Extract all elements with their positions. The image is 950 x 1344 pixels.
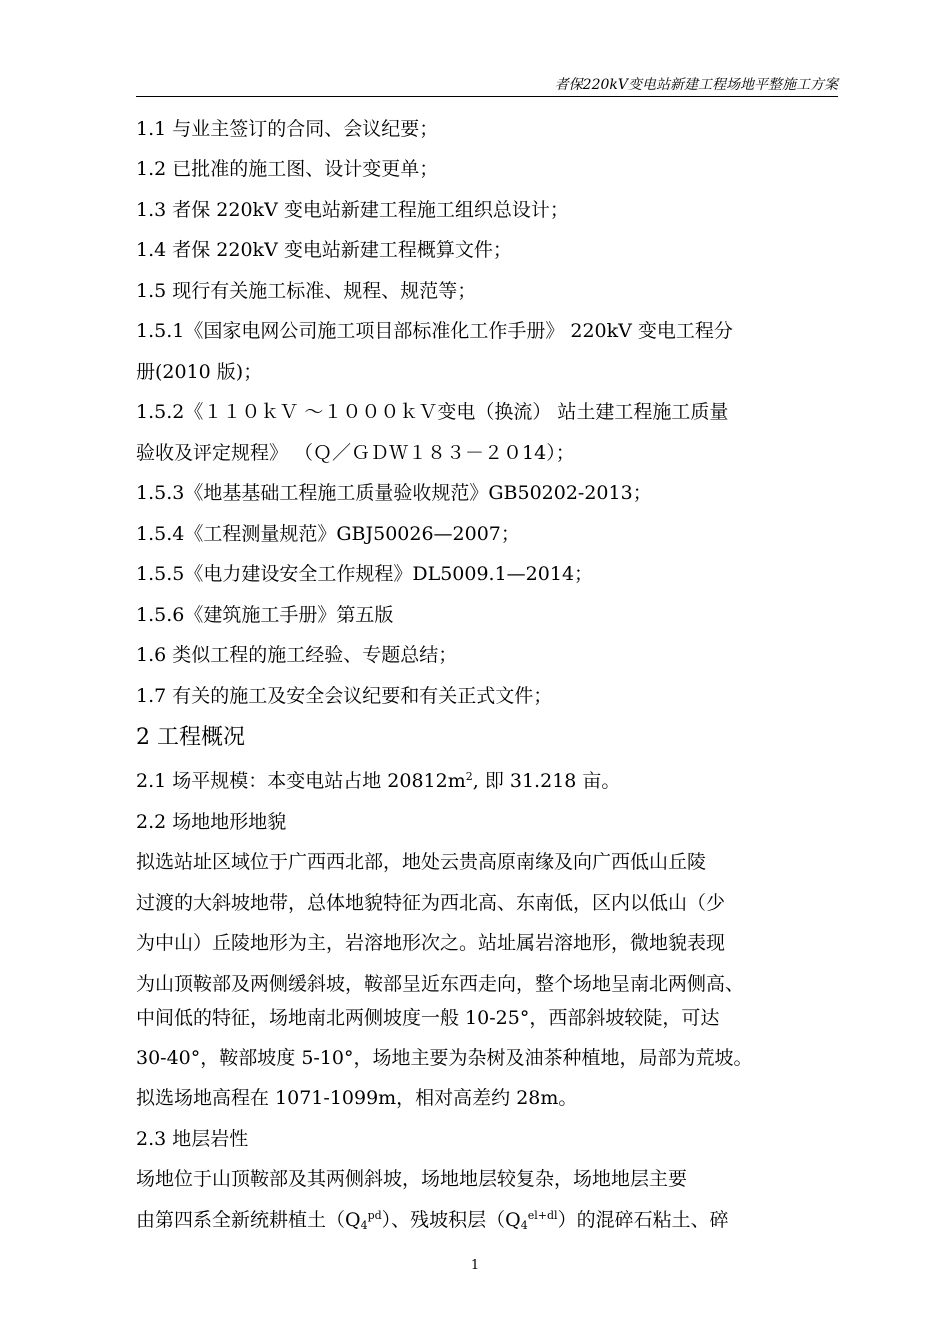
q-subscript: 4 [520, 1219, 528, 1232]
terrain-paragraph-line: 为山顶鞍部及两侧缓斜坡，鞍部呈近东西走向，整个场地呈南北两侧高、 [136, 973, 745, 995]
basis-item-1-5-6: 1.5.6《建筑施工手册》第五版 [136, 604, 394, 626]
section-2-3-title: 2.3 地层岩性 [136, 1128, 249, 1150]
basis-item-1-2: 1.2 已批准的施工图、设计变更单； [136, 158, 439, 180]
basis-item-1-5-4: 1.5.4《工程测量规范》GBJ50026—2007； [136, 523, 520, 545]
basis-item-1-5-2-cont: 验收及评定规程》 （Ｑ／ＧＤＷ１８３－２０14）； [136, 442, 575, 464]
q-superscript: el+dl [527, 1209, 558, 1222]
terrain-paragraph-line: 拟选站址区域位于广西西北部，地处云贵高原南缘及向广西低山丘陵 [136, 851, 707, 873]
basis-item-1-5-5: 1.5.5《电力建设安全工作规程》DL5009.1—2014； [136, 563, 594, 585]
section-2-2-title: 2.2 场地地形地貌 [136, 811, 287, 833]
running-header: 者保220kV变电站新建工程场地平整施工方案 [554, 77, 838, 93]
basis-item-1-1: 1.1 与业主签订的合同、会议纪要； [136, 118, 439, 140]
q-superscript: pd [367, 1209, 382, 1222]
section-2-heading: 2 工程概况 [136, 725, 245, 750]
strata-paragraph-line: 场地位于山顶鞍部及其两侧斜坡，场地地层较复杂，场地地层主要 [136, 1168, 688, 1190]
q-subscript: 4 [360, 1219, 368, 1232]
terrain-paragraph-line: 过渡的大斜坡地带，总体地貌特征为西北高、东南低，区内以低山（少 [136, 892, 726, 914]
basis-item-1-4: 1.4 者保 220kV 变电站新建工程概算文件； [136, 239, 512, 261]
strata-paragraph-line [136, 1207, 729, 1233]
basis-item-1-5-2: 1.5.2《１１０ｋＶ ～１０００ｋＶ变电（换流） 站土建工程施工质量 [136, 401, 729, 423]
page-number: 1 [470, 1258, 480, 1273]
strata-text: ）的混碎石粘土、碎 [557, 1209, 729, 1231]
area-unit-superscript: 2 [465, 770, 473, 783]
basis-item-1-5-1-cont: 册(2010 版)； [136, 361, 263, 383]
header-rule [136, 96, 838, 97]
terrain-paragraph-line: 为中山）丘陵地形为主，岩溶地形次之。站址属岩溶地形，微地貌表现 [136, 932, 726, 954]
section-2-1 [136, 768, 620, 794]
area-text-tail: , 即 31.218 亩。 [472, 770, 621, 792]
terrain-paragraph-line: 拟选场地高程在 1071-1099m，相对高差约 28m。 [136, 1087, 578, 1109]
area-text: 2.1 场平规模：本变电站占地 20812m [136, 770, 466, 792]
basis-item-1-5: 1.5 现行有关施工标准、规程、规范等； [136, 280, 477, 302]
basis-item-1-7: 1.7 有关的施工及安全会议纪要和有关正式文件； [136, 685, 553, 707]
strata-text: ）、残坡积层（Q [381, 1209, 521, 1231]
terrain-paragraph-line: 30-40°，鞍部坡度 5-10°，场地主要为杂树及油茶种植地，局部为荒坡。 [136, 1047, 753, 1069]
basis-item-1-6: 1.6 类似工程的施工经验、专题总结； [136, 644, 458, 666]
strata-text: 由第四系全新统耕植土（Q [136, 1209, 361, 1231]
basis-item-1-5-3: 1.5.3《地基基础工程施工质量验收规范》GB50202-2013； [136, 482, 652, 504]
basis-item-1-5-1: 1.5.1《国家电网公司施工项目部标准化工作手册》 220kV 变电工程分 [136, 320, 733, 342]
terrain-paragraph-line: 中间低的特征，场地南北两侧坡度一般 10-25°，西部斜坡较陡，可达 [136, 1007, 720, 1029]
basis-item-1-3: 1.3 者保 220kV 变电站新建工程施工组织总设计； [136, 199, 569, 221]
